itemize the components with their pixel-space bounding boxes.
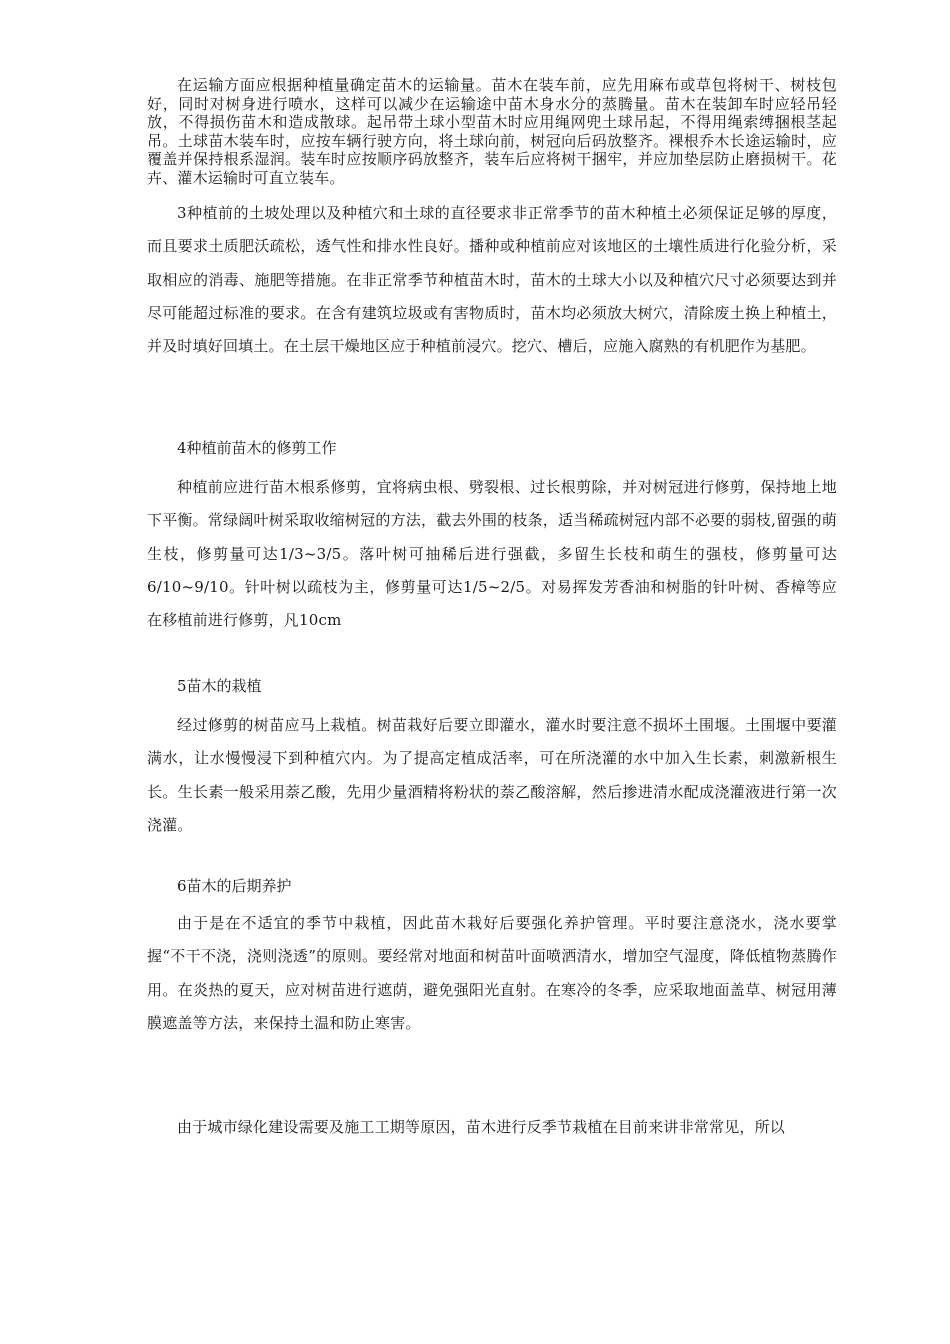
paragraph-aftercare: 由于是在不适宜的季节中栽植，因此苗木栽好后要强化养护管理。平时要注意浇水，浇水要掌握“不干不浇，浇则浇透”的原则。要经常对地面和树苗叶面喷洒清水，增加空气湿度，降低植物蒸腾作用。在炎热的夏天，应对树苗进行遮荫，避免强阳光直射。在寒冷的冬季，应采取地面盖草、树冠用薄膜遮盖等方法，来保持土温和防止寒害。 (147, 914, 837, 1032)
paragraph-pruning: 种植前应进行苗木根系修剪，宜将病虫根、劈裂根、过长根剪除，并对树冠进行修剪，保持地上地下平衡。常绿阔叶树采取收缩树冠的方法，截去外围的枝条，适当稀疏树冠内部不必要的弱枝,留强的萌生枝，修剪量可达1/3~3/5。落叶树可抽稀后进行强截，多留生长枝和萌生的强枝，修剪量可达6/10~9/10。针叶树以疏枝为主，修剪量可达1/5~2/5。对易挥发芳香油和树脂的针叶树、香樟等应在移植前进行修剪，凡10cm (147, 478, 837, 630)
heading-aftercare: 6苗木的后期养护 (177, 877, 292, 895)
paragraph-transport: 在运输方面应根据种植量确定苗木的运输量。苗木在装车前，应先用麻布或草包将树干、树枝包好，同时对树身进行喷水，这样可以减少在运输途中苗木身水分的蒸腾量。苗木在装卸车时应轻吊轻放，不得损伤苗木和造成散球。起吊带土球小型苗木时应用绳网兜土球吊起，不得用绳索缚捆根茎起吊。土球苗木装车时，应按车辆行驶方向，将土球向前，树冠向后码放整齐。裸根乔木长途运输时，应覆盖并保持根系湿润。装车时应按顺序码放整齐，装车后应将树干捆牢，并应加垫层防止磨损树干。花卉、灌木运输时可直立装车。 (147, 76, 837, 187)
paragraph-urban-greening: 由于城市绿化建设需要及施工工期等原因，苗木进行反季节栽植在目前来讲非常常见，所以 (177, 1118, 786, 1136)
paragraph-planting: 经过修剪的树苗应马上栽植。树苗栽好后要立即灌水，灌水时要注意不损坏土围堰。土围堰中要灌满水，让水慢慢浸下到种植穴内。为了提高定植成活率，可在所浇灌的水中加入生长素，刺激新根生长。生长素一般采用萘乙酸，先用少量酒精将粉状的萘乙酸溶解，然后掺进清水配成浇灌液进行第一次浇灌。 (147, 716, 837, 834)
heading-planting: 5苗木的栽植 (177, 677, 262, 695)
heading-pruning: 4种植前苗木的修剪工作 (177, 439, 337, 457)
paragraph-soil-treatment: 3种植前的土坡处理以及种植穴和土球的直径要求非正常季节的苗木种植土必须保证足够的厚度，而且要求土质肥沃疏松，透气性和排水性良好。播种或种植前应对该地区的土壤性质进行化验分析，采取相应的消毒、施肥等措施。在非正常季节种植苗木时，苗木的土球大小以及种植穴尺寸必须要达到并尽可能超过标准的要求。在含有建筑垃圾或有害物质时，苗木均必须放大树穴，清除废土换上种植土，并及时填好回填土。在土层干燥地区应于种植前浸穴。挖穴、槽后，应施入腐熟的有机肥作为基肥。 (147, 204, 837, 356)
